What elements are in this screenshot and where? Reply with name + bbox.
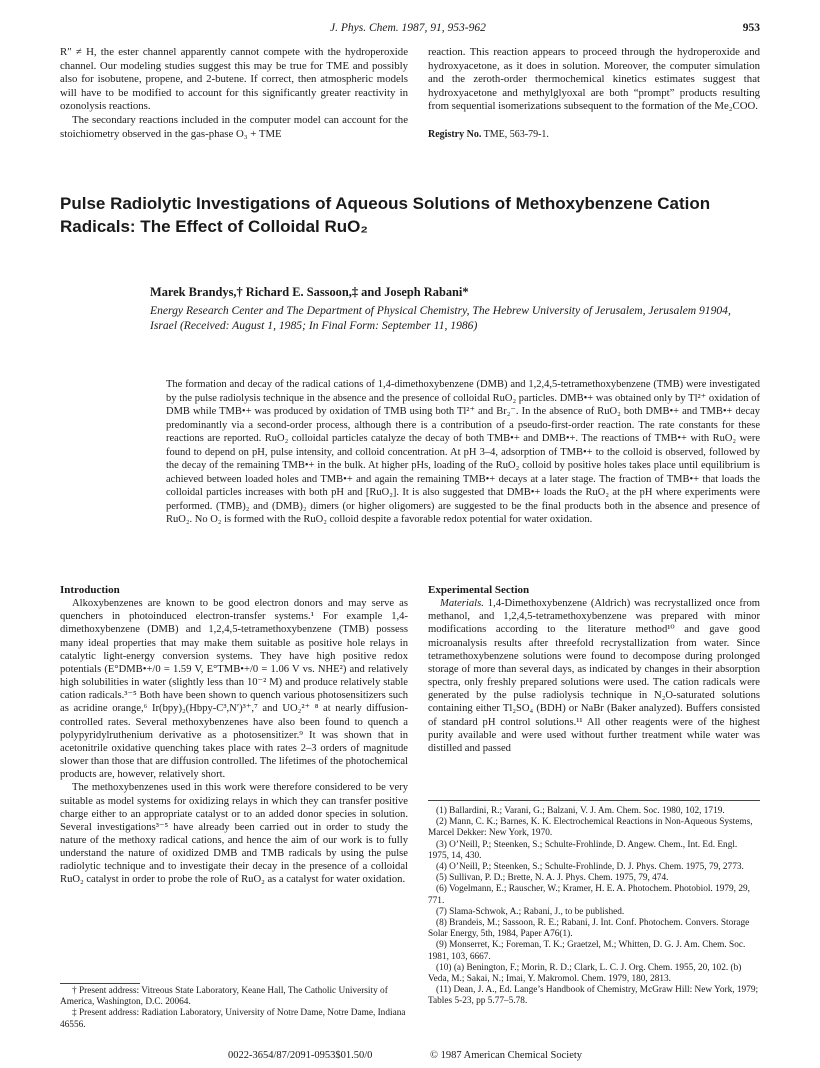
reference: (8) Brandeis, M.; Sassoon, R. E.; Rabani, J. Int. Conf. Photochem. Convers. Storage Solar Energy, 5th, 1984, Paper A76(1). <box>428 918 750 940</box>
reference: (5) Sullivan, P. D.; Brette, N. A. J. Phys. Chem. 1975, 79, 474. <box>436 873 669 884</box>
reference: (10) (a) Benington, F.; Morin, R. D.; Clark, L. C. J. Org. Chem. 1955, 20, 102. (b) Veda, M.; Sakai, N.; Imai, Y. Makromol. Chem. 1979, 180, 2813. <box>428 962 742 985</box>
prev-article-paragraph: The secondary reactions included in the computer model can account for the stoichiometry observed in the gas-phase O₃ + TME <box>60 113 408 140</box>
prev-article-left-column <box>60 46 408 141</box>
footnote-rule <box>60 983 140 984</box>
article-affiliation: Energy Research Center and The Department of Physical Chemistry, The Hebrew University of Jerusalem, Jerusalem 91904, Israel (Received: August 1, 1985; In Final Form: September 11, 1986) <box>150 304 731 332</box>
reference: (4) O’Neill, P.; Steenken, S.; Schulte-Frohlinde, D. J. Phys. Chem. 1975, 79, 2773. <box>436 862 744 873</box>
introduction-heading: Introduction <box>60 584 120 596</box>
footer-code: 0022-3654/87/2091-0953$01.50/0 <box>228 1050 373 1061</box>
footnote: † Present address: Vitreous State Laboratory, Keane Hall, The Catholic University of America, Washington, D.C. 20064. <box>60 986 388 1008</box>
registry-number <box>428 128 760 142</box>
reference: (2) Mann, C. K.; Barnes, K. K. Electrochemical Reactions in Non-Aqueous Systems, Marcel Dekker: New York, 1970. <box>428 817 753 839</box>
materials-subheading: Materials. <box>440 598 484 610</box>
experimental-heading: Experimental Section <box>428 584 530 596</box>
introduction-paragraph: Alkoxybenzenes are known to be good electron donors and may serve as quenchers in photoinduced electron-transfer systems.¹ For example 1,4-dimethoxybenzene (DMB) and 1,2,4,5-tetramethoxybenzene (TMB) possess many ideal properties that may make them suitable as positive hole relays in catalytic light-energy conversion systems. They have high positive redox potentials (E°DMB•+/0 = 1.59 V, E°TMB•+/0 = 1.06 V vs. NHE²) and relatively high solubilities in water (slightly less than 10⁻² M) and produce relatively stable cation radicals.³⁻⁵ Both have been shown to quench various photosensitizers such as acridine orange,⁶ Ir(bpy)₂(Hbpy-C³,N′)³⁺,⁷ and UO₂²⁺ ⁸ at nearly diffusion-controlled rates. Several methoxybenzenes have also been found to quench a polypyridylruthenium derivative as a photosensitizer.⁹ It was shown that in acetonitrile oxidative quenching takes place with rates 2–3 orders of magnitude slower than those that are diffusion controlled. The lifetimes of the photochemical products are, however, relatively short. <box>60 598 408 781</box>
journal-citation: J. Phys. Chem. 1987, 91, 953-962 <box>330 22 486 34</box>
registry-label: Registry No. <box>428 128 482 140</box>
footnote: ‡ Present address: Radiation Laboratory, University of Notre Dame, Notre Dame, Indiana 46556. <box>60 1008 406 1030</box>
reference: (9) Monserret, K.; Foreman, T. K.; Graetzel, M.; Whitten, D. G. J. Am. Chem. Soc. 1981, 103, 6667. <box>428 940 746 962</box>
article-authors: Marek Brandys,† Richard E. Sassoon,‡ and Joseph Rabani* <box>150 285 469 299</box>
article-title: Pulse Radiolytic Investigations of Aqueous Solutions of Methoxybenzene Cation Radicals: The Effect of Colloidal RuO₂ <box>60 194 711 236</box>
running-header <box>60 22 760 40</box>
footer-copyright: © 1987 American Chemical Society <box>430 1050 583 1061</box>
registry-value: TME, 563-79-1. <box>483 128 549 140</box>
reference: (6) Vogelmann, E.; Rauscher, W.; Kramer, H. E. A. Photochem. Photobiol. 1979, 29, 771. <box>428 884 750 906</box>
prev-article-right-column <box>428 46 760 142</box>
references-list <box>428 806 760 1008</box>
introduction-section <box>60 584 408 887</box>
reference: (3) O’Neill, P.; Steenken, S.; Schulte-Frohlinde, D. Angew. Chem., Int. Ed. Engl. 1975, 14, 430. <box>428 839 738 861</box>
references-rule <box>428 800 760 801</box>
experimental-paragraph <box>428 597 760 755</box>
page-number: 953 <box>742 22 760 34</box>
reference: (11) Dean, J. A., Ed. Lange’s Handbook of Chemistry, McGraw Hill: New York, 1979; Tables 5-23, pp 5.77–5.78. <box>428 985 759 1007</box>
prev-article-paragraph: reaction. This reaction appears to proceed through the hydroperoxide and hydroxyacetone, as it does in solution. Moreover, the computer simulation and the zeroth-order thermochemical kinetics estimates suggest that hydroxyacetone and methylglyoxal are both “prompt” products resulting from sequential isomerizations subsequent to the formation of the Me₂COO. <box>428 46 760 113</box>
prev-article-paragraph: R″ ≠ H, the ester channel apparently cannot compete with the hydroperoxide channel. Our modeling studies suggest this may be true for TME and possibly also for isobutene, propene, and 2-butene. If correct, then atmospheric models will have to be modified to account for this significantly greater reactivity in ozonolysis reactions. <box>60 46 408 113</box>
introduction-paragraph: The methoxybenzenes used in this work were therefore considered to be very suitable as model systems for oxidizing relays in which they can transfer positive charge either to an appropriate catalyst or to an added donor species in solution. Several investigations³⁻⁵ have already been carried out in order to study the nature of the methoxy radical cations, and hence the aim of our work is to fully understand the nature of oxidized DMB and TMB radicals by using the pulse radiolytic technique and to investigate their decay in the presence of a colloidal RuO₂ catalyst in order to probe the role of RuO₂ as a catalyst for water oxidation. <box>60 782 408 886</box>
materials-text: 1,4-Dimethoxybenzene (Aldrich) was recrystallized once from methanol, and 1,2,4,5-tetramethoxybenzene was prepared with minor modifications according to the literature method¹⁰ and gave good microanalysis results after threefold recrystallization from water. Since tetramethoxybenzene solutions were found to decompose during prolonged storage of more than several days, as indicated by changes in their absorption spectra, only freshly prepared solutions were used. The cation radicals were generated by the pulse radiolysis technique in N₂O-saturated solutions containing either Tl₂SO₄ (BDH) or NaBr (Baker analyzed). Buffers consisted of standard pH control solutions.¹¹ All other reagents were of the highest purity available and were used without further treatment while water was distilled and passed <box>428 598 760 754</box>
article-abstract: The formation and decay of the radical cations of 1,4-dimethoxybenzene (DMB) and 1,2,4,5-tetramethoxybenzene (TMB) were investigated by the pulse radiolysis technique in the absence and the presence of colloidal RuO₂ particles. DMB•+ was obtained only by Tl²⁺ oxidation of DMB while TMB•+ was produced by oxidation of TMB using both Tl²⁺ and Br₂⁻. In the absence of RuO₂ both DMB•+ and TMB•+ decay predominantly via a second-order process, although there is a contribution of a pseudo-first-order reaction. The rate constants for these reactions are reported. RuO₂ colloidal particles catalyze the decay of both TMB•+ and DMB•+. The reactions of TMB•+ with RuO₂ were found to depend on pH, pulse intensity, and colloid concentration. At pH 3–4, adsorption of TMB•+ to the colloid is observed, followed by the decay of the remaining TMB•+ in the bulk. At higher pHs, loading of the RuO₂ colloid by positive holes takes place until equilibrium is achieved between loaded holes and TMB•+ and again the remaining TMB•+ decays at a later stage. The fraction of TMB•+ that loads the colloidal particles increases with both pH and [RuO₂]. It is also suggested that DMB•+ loads the RuO₂ at the pH where experiments were performed. (TMB)₂ and (DMB)₂ dimers (or higher oligomers) are suggested to be the final products both in the absence and presence of RuO₂. No O₂ is formed with the RuO₂ colloid despite a favorable redox potential for water oxidation. <box>166 379 760 525</box>
experimental-section <box>428 584 760 755</box>
reference: (7) Slama-Schwok, A.; Rabani, J., to be published. <box>436 906 625 917</box>
reference: (1) Ballardini, R.; Varani, G.; Balzani, V. J. Am. Chem. Soc. 1980, 102, 1719. <box>436 806 725 816</box>
footnotes <box>60 986 408 1031</box>
